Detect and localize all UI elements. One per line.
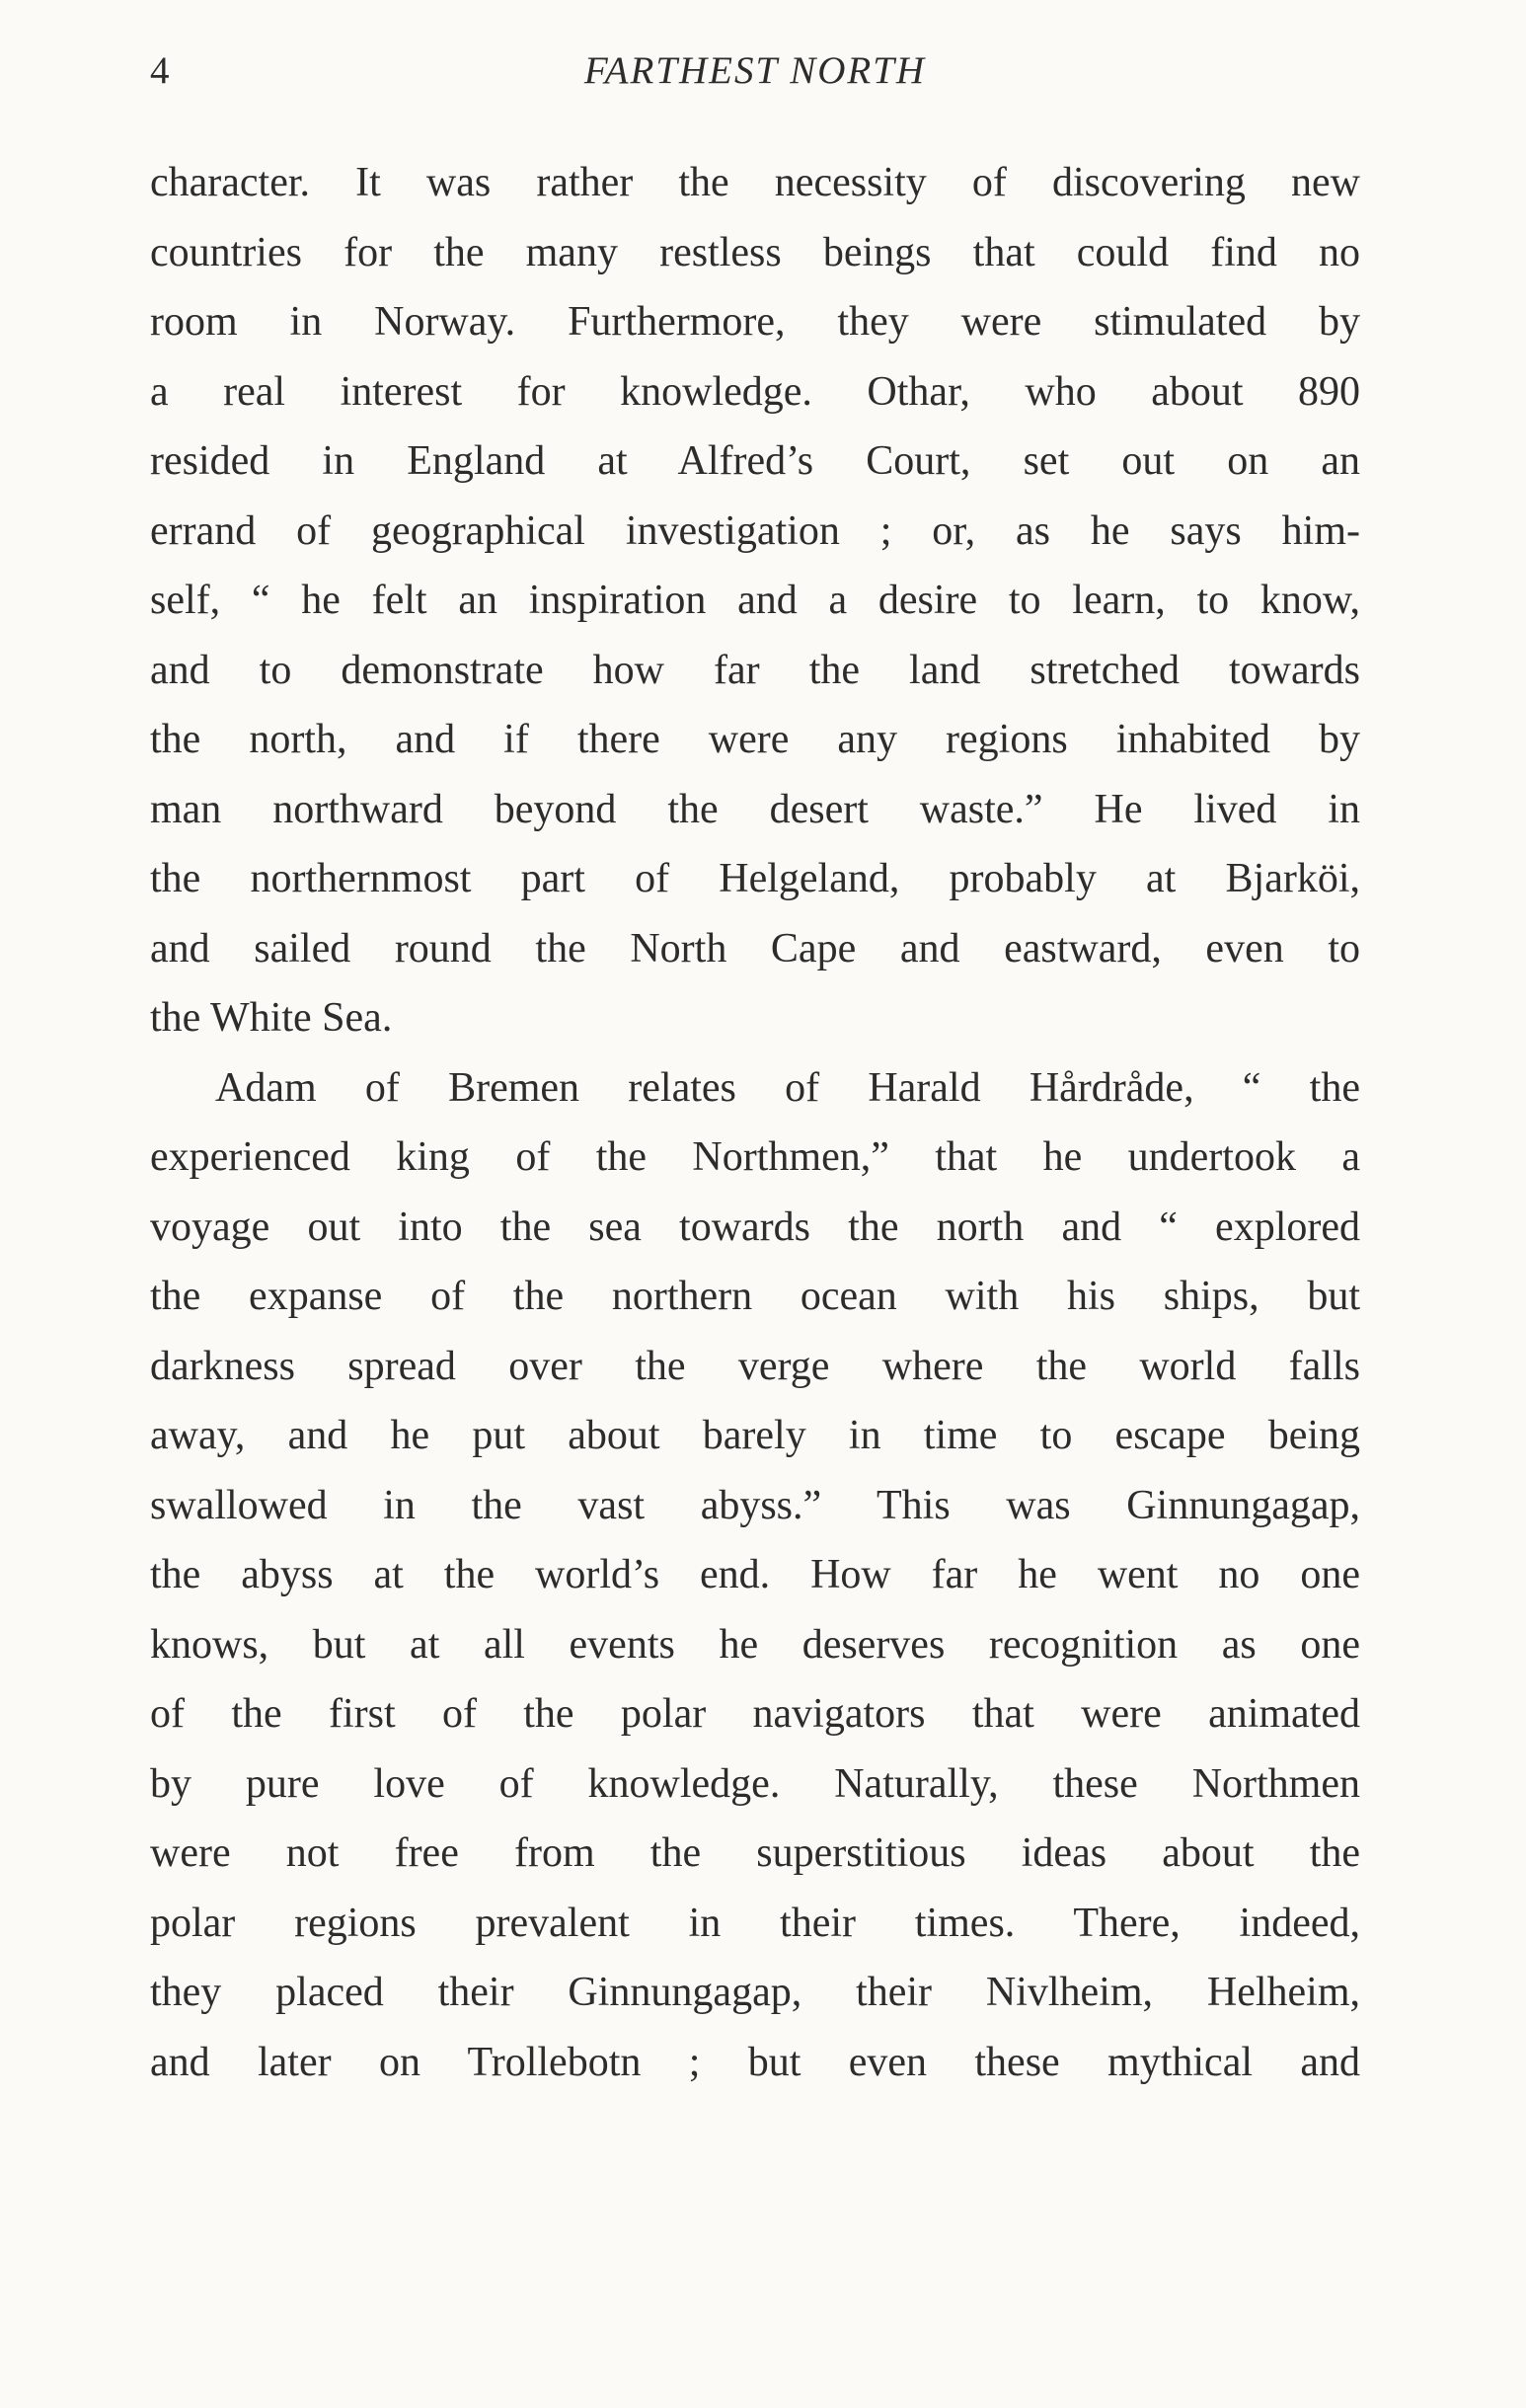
- running-title: FARTHEST NORTH: [583, 49, 927, 92]
- text-line: errand of geographical investigation ; or, as he says him-: [150, 507, 1360, 554]
- text-line: and to demonstrate how far the land stretched towards: [150, 647, 1360, 693]
- text-line: voyage out into the sea towards the north and “ explored: [150, 1204, 1360, 1250]
- text-line: a real interest for knowledge. Othar, who about 890: [150, 368, 1360, 415]
- text-line: and later on Trollebotn ; but even these mythical and: [150, 2039, 1360, 2085]
- text-line: character. It was rather the necessity of discovering new: [150, 160, 1360, 205]
- text-line: man northward beyond the desert waste.” He lived in: [150, 786, 1360, 832]
- text-line: experienced king of the Northmen,” that he undertook a: [150, 1134, 1360, 1180]
- text-line: of the first of the polar navigators that were animated: [150, 1691, 1360, 1737]
- text-line: the expanse of the northern ocean with his ships, but: [150, 1274, 1360, 1319]
- running-head: [150, 43, 1360, 99]
- body-text: [150, 148, 1360, 2097]
- text-line: room in Norway. Furthermore, they were stimulated by: [150, 299, 1360, 345]
- text-line: countries for the many restless beings that could find no: [150, 229, 1360, 275]
- text-line: polar regions prevalent in their times. There, indeed,: [150, 1900, 1360, 1946]
- text-line: they placed their Ginnungagap, their Nivlheim, Helheim,: [150, 1970, 1360, 2015]
- text-line: the northernmost part of Helgeland, probably at Bjarköi,: [150, 856, 1360, 901]
- text-line: were not free from the superstitious ideas about the: [150, 1830, 1360, 1876]
- text-line: darkness spread over the verge where the world falls: [150, 1343, 1360, 1389]
- text-line: by pure love of knowledge. Naturally, these Northmen: [150, 1760, 1360, 1807]
- text-line: resided in England at Alfred’s Court, set out on an: [150, 438, 1360, 484]
- text-line: the north, and if there were any regions inhabited by: [150, 717, 1360, 762]
- text-line: the abyss at the world’s end. How far he went no one: [150, 1552, 1360, 1597]
- text-line: swallowed in the vast abyss.” This was Ginnungagap,: [150, 1482, 1360, 1528]
- text-line: Adam of Bremen relates of Harald Hårdråde, “ the: [215, 1064, 1360, 1111]
- text-line: self, “ he felt an inspiration and a desire to learn, to know,: [150, 578, 1360, 623]
- text-line: and sailed round the North Cape and eastward, even to: [150, 925, 1360, 971]
- text-line: knows, but at all events he deserves recognition as one: [150, 1621, 1360, 1668]
- text-line: away, and he put about barely in time to escape being: [150, 1413, 1360, 1458]
- page-number: 4: [150, 49, 170, 92]
- text-line: the White Sea.: [150, 995, 393, 1041]
